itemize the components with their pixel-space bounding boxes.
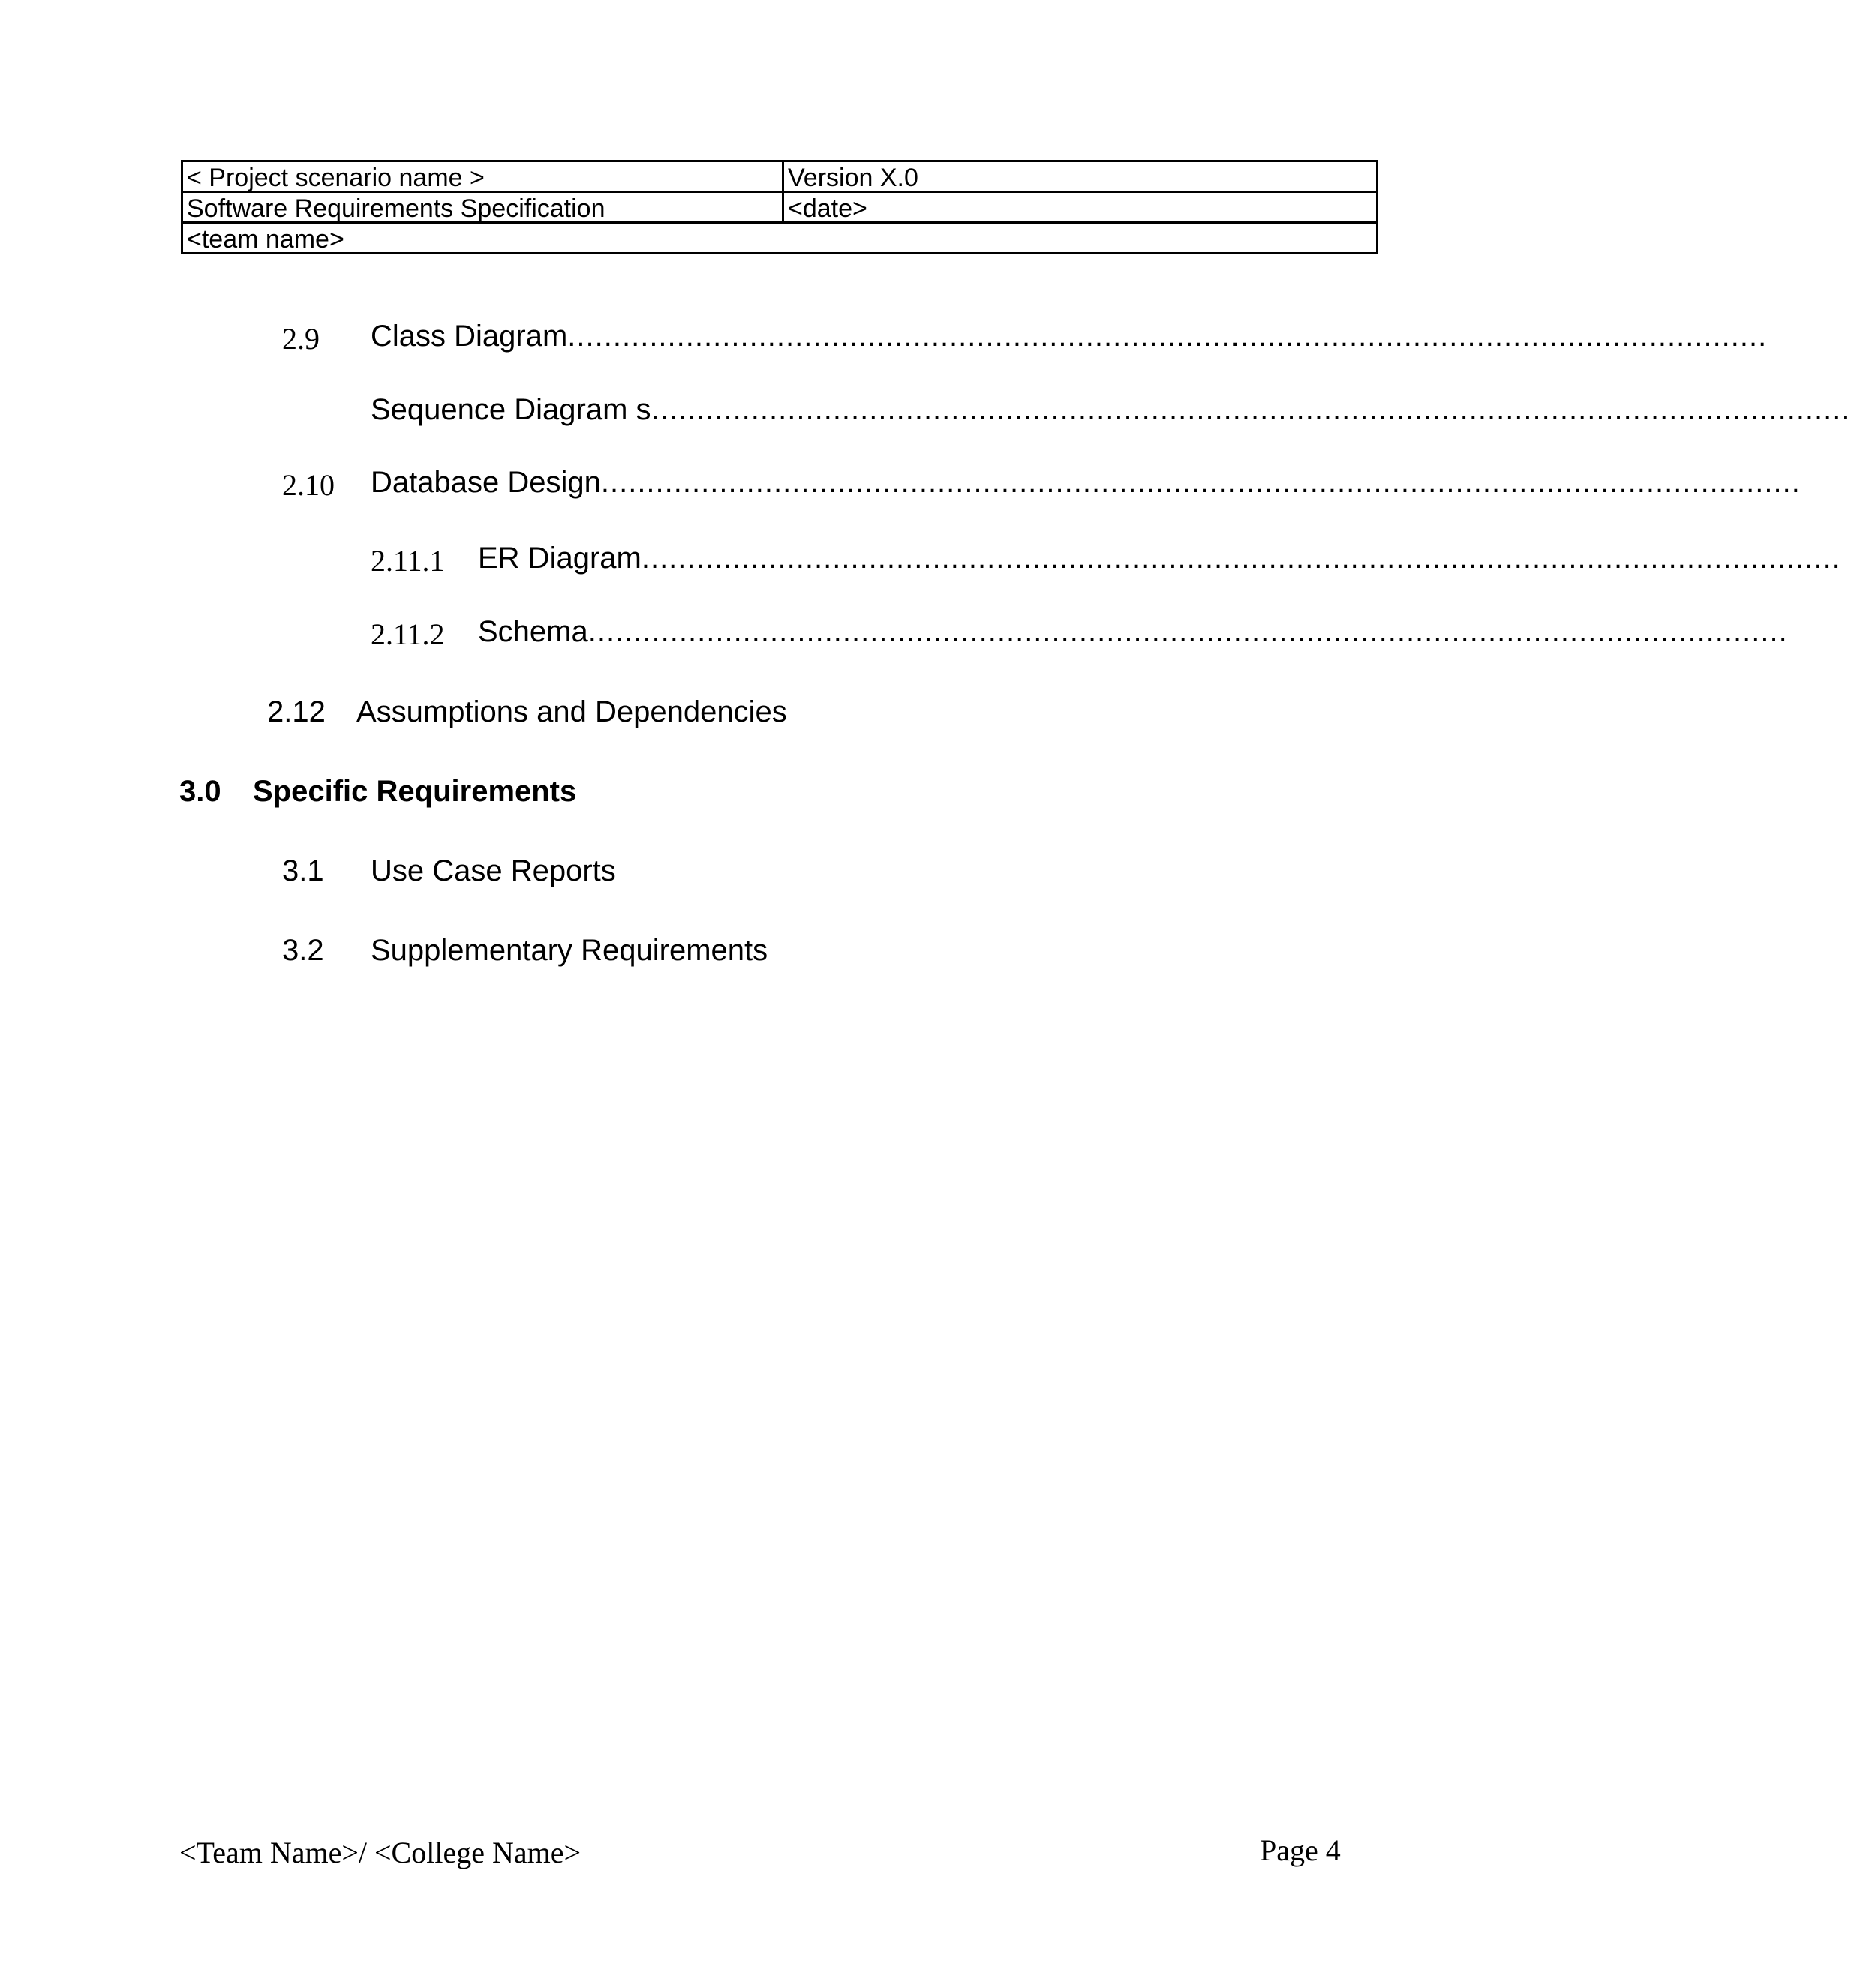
dot-leader: .................................................................................................................................... [641, 542, 1841, 575]
toc-title: Schema [478, 615, 588, 648]
dot-leader: .................................................................................................................................... [600, 466, 1801, 499]
project-name-cell: < Project scenario name > [182, 161, 783, 192]
footer-page-number: Page 4 [1260, 1833, 1341, 1867]
toc-title: Supplementary Requirements [371, 934, 768, 967]
document-header-table [181, 160, 1378, 254]
toc-number: 2.11.1 [371, 544, 445, 578]
toc-line [478, 542, 1841, 575]
toc-number: 2.11.2 [371, 617, 445, 651]
toc-line [371, 466, 1801, 500]
toc-title: Database Design [371, 466, 601, 499]
version-cell: Version X.0 [783, 161, 1378, 192]
footer-team-college: <Team Name>/ <College Name> [179, 1836, 581, 1869]
toc-title: Use Case Reports [371, 854, 616, 887]
toc-line [371, 320, 1768, 353]
toc-number: 2.10 [282, 468, 335, 502]
toc-title: Class Diagram [371, 320, 568, 353]
toc-number: 3.1 [282, 854, 324, 887]
header-row-3 [182, 223, 1378, 254]
team-name-cell: <team name> [182, 223, 1378, 254]
toc-number: 2.9 [282, 322, 320, 356]
header-row-2 [182, 192, 1378, 223]
toc-title: Sequence Diagram s [371, 393, 651, 426]
dot-leader: .................................................................................................................................... [567, 320, 1768, 353]
dot-leader: .................................................................................................................................... [651, 393, 1851, 426]
header-row-1 [182, 161, 1378, 192]
toc-line [478, 615, 1788, 649]
document-type-cell: Software Requirements Specification [182, 192, 783, 223]
toc-number: 3.2 [282, 934, 324, 967]
toc-title: Assumptions and Dependencies [356, 695, 787, 728]
toc-number: 2.12 [267, 695, 326, 728]
toc-title: ER Diagram [478, 542, 642, 575]
section-number: 3.0 [179, 775, 221, 808]
date-cell: <date> [783, 192, 1378, 223]
section-title: Specific Requirements [253, 775, 577, 808]
toc-line [371, 393, 1851, 427]
dot-leader: .................................................................................................................................... [587, 615, 1788, 648]
